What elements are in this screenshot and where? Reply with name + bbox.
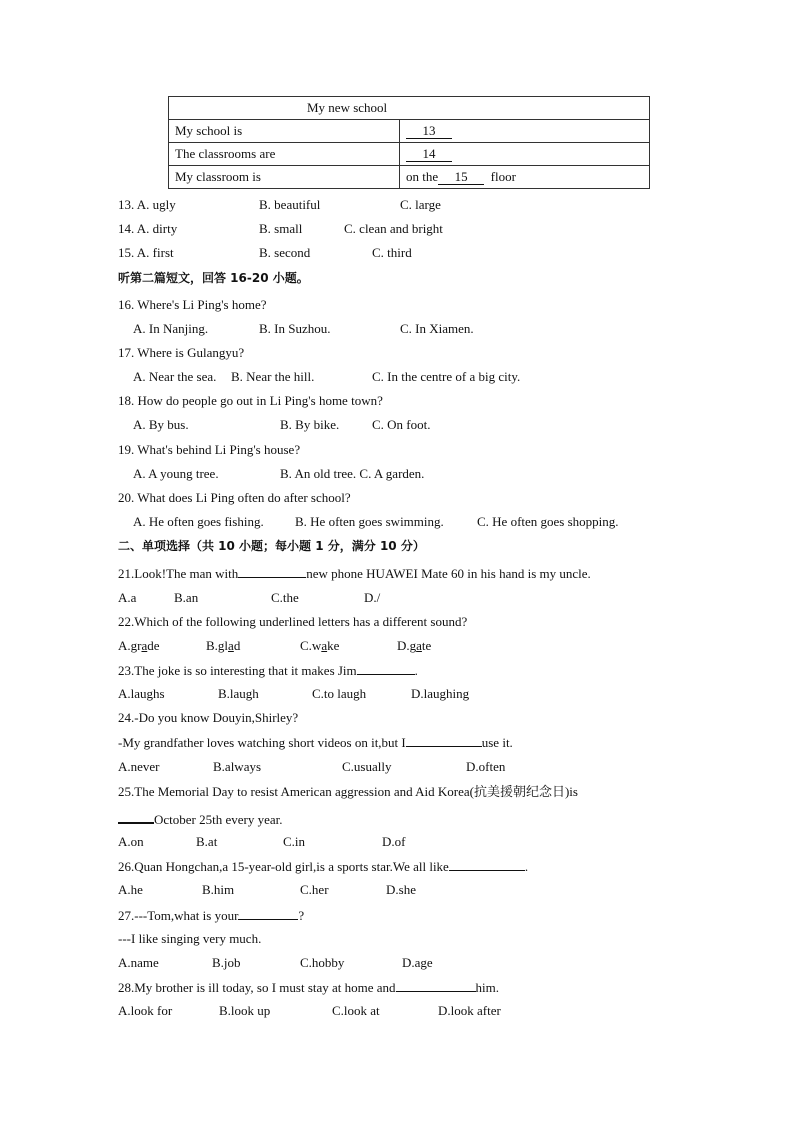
q21-stem-pre: 21.Look!The man with — [118, 566, 239, 581]
option-text: te — [421, 638, 432, 653]
answer-blank[interactable] — [406, 734, 482, 747]
underlined-letter: a — [416, 638, 422, 653]
q22-option-d[interactable] — [397, 638, 431, 654]
question-18-options — [133, 417, 431, 433]
q14-option-a[interactable]: 14. A. dirty — [118, 221, 178, 236]
q15-option-c[interactable]: C. third — [372, 245, 412, 260]
row-label: My classroom is — [169, 166, 400, 189]
question-19-options — [133, 466, 425, 482]
row-value — [400, 120, 650, 143]
q20-option-a[interactable]: A. He often goes fishing. — [133, 514, 264, 529]
q13-option-c[interactable]: C. large — [400, 197, 441, 212]
answer-blank[interactable] — [449, 858, 525, 871]
q23-option-d[interactable]: D.laughing — [411, 686, 470, 701]
q25-option-a[interactable]: A.on — [118, 834, 144, 849]
table-row — [169, 143, 650, 166]
q24-stem-pre: -My grandfather loves watching short videos on it,but I — [118, 735, 406, 750]
answer-blank[interactable] — [238, 565, 306, 578]
q19-option-a[interactable]: A. A young tree. — [133, 466, 219, 481]
question-24-options — [118, 759, 506, 775]
q23-option-c[interactable]: C.to laugh — [312, 686, 367, 701]
question-26-stem — [118, 858, 528, 875]
question-23-stem — [118, 662, 418, 679]
answer-blank[interactable] — [238, 907, 298, 920]
blank-13[interactable]: 13 — [406, 124, 452, 139]
q22-option-c[interactable] — [300, 638, 339, 654]
question-25-stem-2 — [118, 810, 283, 828]
q19-option-b-c[interactable]: B. An old tree. C. A garden. — [280, 466, 425, 481]
question-23-options — [118, 686, 470, 702]
q26-option-d[interactable]: D.she — [386, 882, 416, 897]
question-28-stem — [118, 979, 499, 996]
question-19-stem: 19. What's behind Li Ping's house? — [118, 442, 301, 457]
table-row — [169, 166, 650, 189]
option-text: d — [233, 638, 241, 653]
table-row — [169, 120, 650, 143]
question-13 — [118, 197, 441, 213]
q14-option-b[interactable]: B. small — [259, 221, 303, 236]
q15-option-a[interactable]: 15. A. first — [118, 245, 174, 260]
q14-option-c[interactable]: C. clean and bright — [344, 221, 443, 236]
q21-option-c[interactable]: C.the — [271, 590, 299, 605]
q13-option-a[interactable]: 13. A. ugly — [118, 197, 176, 212]
question-25-options — [118, 834, 406, 850]
section-heading-single-choice: 二、单项选择（共 10 小题；每小题 1 分，满分 10 分） — [118, 539, 425, 553]
q28-stem-post: him. — [475, 980, 500, 995]
q24-stem-post: use it. — [481, 735, 513, 750]
q16-option-a[interactable]: A. In Nanjing. — [133, 321, 209, 336]
q18-option-c[interactable]: C. On foot. — [372, 417, 431, 432]
question-28-options — [118, 1003, 501, 1019]
answer-blank[interactable] — [357, 662, 415, 675]
question-24-stem-2 — [118, 734, 513, 751]
q16-option-c[interactable]: C. In Xiamen. — [400, 321, 474, 336]
question-24-stem: 24.-Do you know Douyin,Shirley? — [118, 710, 299, 725]
question-16-options — [133, 321, 474, 337]
q26-stem-post: . — [524, 859, 529, 874]
q21-stem-post: new phone HUAWEI Mate 60 in his hand is my uncle. — [306, 566, 591, 581]
option-text: D.g — [397, 638, 417, 653]
q26-stem-pre: 26.Quan Hongchan,a 15-year-old girl,is a sports star.We all like — [118, 859, 449, 874]
table-title: My new school — [169, 97, 650, 120]
underlined-letter: a — [228, 638, 234, 653]
q27-stem-pre: 27.---Tom,what is your — [118, 908, 239, 923]
q26-option-a[interactable]: A.he — [118, 882, 143, 897]
option-text: C.w — [300, 638, 322, 653]
q13-option-b[interactable]: B. beautiful — [259, 197, 321, 212]
q23-stem-post: . — [414, 663, 418, 678]
question-14 — [118, 221, 443, 237]
q24-option-c[interactable]: C.usually — [342, 759, 392, 774]
q27-option-a[interactable]: A.name — [118, 955, 159, 970]
q21-option-b[interactable]: B.an — [174, 590, 199, 605]
q27-option-b[interactable]: B.job — [212, 955, 241, 970]
question-22-options — [118, 638, 432, 654]
question-17-options — [133, 369, 521, 385]
q18-option-b[interactable]: B. By bike. — [280, 417, 340, 432]
q17-option-a[interactable]: A. Near the sea. — [133, 369, 217, 384]
q25-option-b[interactable]: B.at — [196, 834, 218, 849]
row-suffix: floor — [490, 169, 516, 184]
q23-option-a[interactable]: A.laughs — [118, 686, 165, 701]
q28-stem-pre: 28.My brother is ill today, so I must stay at home and — [118, 980, 396, 995]
q24-option-d[interactable]: D.often — [466, 759, 506, 774]
underlined-letter: a — [141, 638, 148, 653]
q27-option-c[interactable]: C.hobby — [300, 955, 345, 970]
question-17-stem: 17. Where is Gulangyu? — [118, 345, 245, 360]
answer-blank[interactable] — [396, 979, 476, 992]
question-21-stem — [118, 565, 591, 582]
q22-option-b[interactable] — [206, 638, 240, 654]
q22-option-a[interactable] — [118, 638, 160, 653]
q20-option-c[interactable]: C. He often goes shopping. — [477, 514, 619, 529]
question-20-stem: 20. What does Li Ping often do after school? — [118, 490, 351, 505]
answer-blank[interactable] — [118, 810, 154, 824]
q27-option-d[interactable]: D.age — [402, 955, 433, 970]
option-text: B.gl — [206, 638, 229, 653]
q28-option-c[interactable]: C.look at — [332, 1003, 380, 1018]
q23-option-b[interactable]: B.laugh — [218, 686, 259, 701]
q24-option-b[interactable]: B.always — [213, 759, 262, 774]
q16-option-b[interactable]: B. In Suzhou. — [259, 321, 331, 336]
q25-stem-post: October 25th every year. — [154, 812, 283, 827]
question-18-stem: 18. How do people go out in Li Ping's home town? — [118, 393, 383, 408]
q28-option-b[interactable]: B.look up — [219, 1003, 271, 1018]
my-new-school-table — [168, 96, 650, 189]
q26-option-c[interactable]: C.her — [300, 882, 329, 897]
question-25-stem: 25.The Memorial Day to resist American aggression and Aid Korea(抗美援朝纪念日)is — [118, 784, 578, 799]
question-21-options — [118, 590, 381, 606]
q21-option-a[interactable]: A.a — [118, 590, 137, 605]
question-27-options — [118, 955, 433, 971]
option-text: de — [147, 638, 160, 653]
question-16-stem: 16. Where's Li Ping's home? — [118, 297, 267, 312]
row-prefix: on the — [406, 169, 439, 184]
q27-stem-post: ? — [298, 908, 305, 923]
row-value — [400, 143, 650, 166]
row-label: The classrooms are — [169, 143, 400, 166]
row-label: My school is — [169, 120, 400, 143]
q28-option-a[interactable]: A.look for — [118, 1003, 173, 1018]
q23-stem-pre: 23.The joke is so interesting that it makes Jim — [118, 663, 357, 678]
blank-15[interactable]: 15 — [438, 170, 484, 185]
question-15 — [118, 245, 412, 261]
underlined-letter: a — [321, 638, 328, 653]
row-value — [400, 166, 650, 189]
option-text: ke — [327, 638, 340, 653]
blank-14[interactable]: 14 — [406, 147, 452, 162]
q17-option-c[interactable]: C. In the centre of a big city. — [372, 369, 521, 384]
question-26-options — [118, 882, 416, 898]
q26-option-b[interactable]: B.him — [202, 882, 235, 897]
question-27-stem-2: ---I like singing very much. — [118, 931, 262, 946]
q28-option-d[interactable]: D.look after — [438, 1003, 501, 1018]
q21-option-d[interactable]: D./ — [364, 590, 381, 605]
q17-option-b[interactable]: B. Near the hill. — [231, 369, 315, 384]
q20-option-b[interactable]: B. He often goes swimming. — [295, 514, 444, 529]
q25-option-c[interactable]: C.in — [283, 834, 306, 849]
question-20-options — [133, 514, 619, 530]
q15-option-b[interactable]: B. second — [259, 245, 311, 260]
q24-option-a[interactable]: A.never — [118, 759, 160, 774]
q18-option-a[interactable]: A. By bus. — [133, 417, 189, 432]
question-27-stem — [118, 907, 304, 924]
option-text: A.gr — [118, 638, 142, 653]
section-heading-listening: 听第二篇短文，回答 16-20 小题。 — [118, 271, 309, 285]
question-22-stem: 22.Which of the following underlined letters has a different sound? — [118, 614, 468, 629]
q25-option-d[interactable]: D.of — [382, 834, 406, 849]
